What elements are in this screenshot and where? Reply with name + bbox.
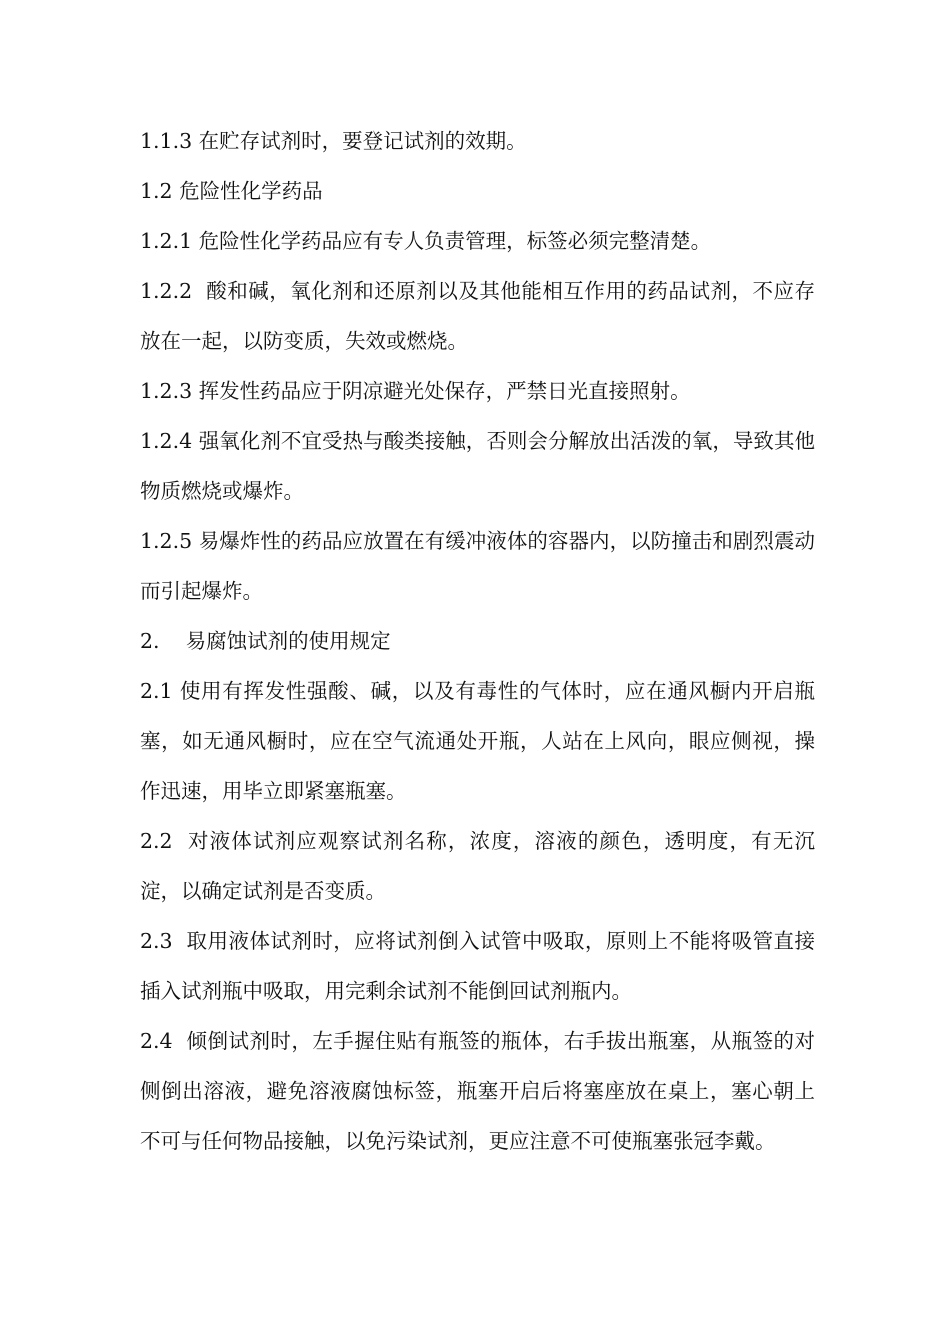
paragraph-1-2-5: 1.2.5 易爆炸性的药品应放置在有缓冲液体的容器内，以防撞击和剧烈震动而引起爆炸。 xyxy=(140,529,815,603)
paragraph-2-4: 2.4 倾倒试剂时，左手握住贴有瓶签的瓶体，右手拔出瓶塞，从瓶签的对侧倒出溶液，避免溶液腐蚀标签，瓶塞开启后将塞座放在桌上，塞心朝上不可与任何物品接触，以免污染试剂，更应注意不可使瓶塞张冠李戴。 xyxy=(140,1029,815,1153)
document-body xyxy=(140,116,815,1166)
paragraph-1-2-3: 1.2.3 挥发性药品应于阴凉避光处保存，严禁日光直接照射。 xyxy=(140,379,691,403)
paragraph-2-3: 2.3 取用液体试剂时，应将试剂倒入试管中吸取，原则上不能将吸管直接插入试剂瓶中吸取，用完剩余试剂不能倒回试剂瓶内。 xyxy=(140,929,815,1003)
paragraph-2-1: 2.1 使用有挥发性强酸、碱，以及有毒性的气体时，应在通风橱内开启瓶塞，如无通风橱时，应在空气流通处开瓶，人站在上风向，眼应侧视，操作迅速，用毕立即紧塞瓶塞。 xyxy=(140,679,815,803)
paragraph-1-1-3: 1.1.3 在贮存试剂时，要登记试剂的效期。 xyxy=(140,129,527,153)
paragraph-2-2: 2.2 对液体试剂应观察试剂名称，浓度，溶液的颜色，透明度，有无沉淀，以确定试剂是否变质。 xyxy=(140,829,815,903)
paragraph-1-2-1: 1.2.1 危险性化学药品应有专人负责管理，标签必须完整清楚。 xyxy=(140,229,712,253)
section-heading-1-2: 1.2 危险性化学药品 xyxy=(140,179,323,203)
paragraph-1-2-2: 1.2.2 酸和碱，氧化剂和还原剂以及其他能相互作用的药品试剂，不应存放在一起，以防变质，失效或燃烧。 xyxy=(140,279,815,353)
paragraph-1-2-4: 1.2.4 强氧化剂不宜受热与酸类接触，否则会分解放出活泼的氧，导致其他物质燃烧或爆炸。 xyxy=(140,429,815,503)
section-heading-2: 2. 易腐蚀试剂的使用规定 xyxy=(140,629,391,653)
